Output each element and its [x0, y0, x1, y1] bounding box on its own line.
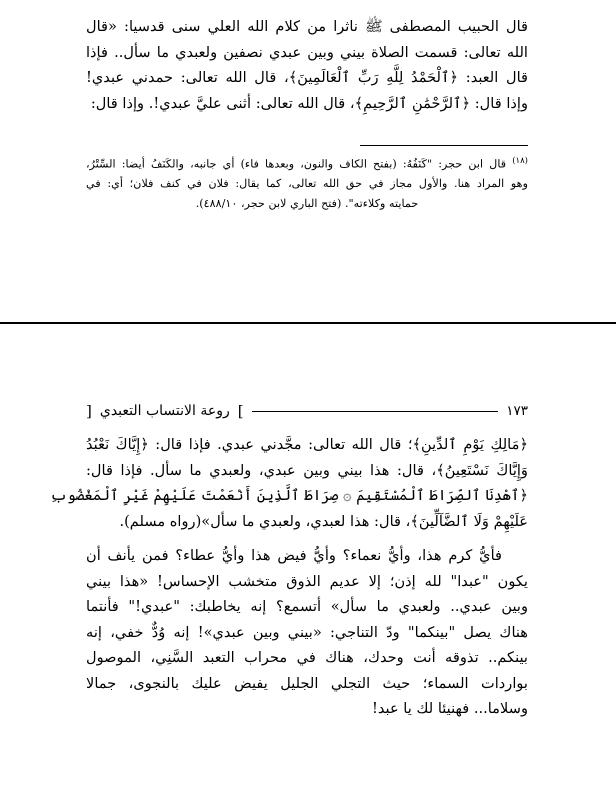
bracket-close: ]	[237, 402, 244, 420]
main-text-block	[50, 432, 528, 722]
footnote-line	[86, 152, 528, 174]
footnote-line-text: قال ابن حجر: "كَنَفُهُ: (بفتح الكاف والنون، وبعدها فاء) أي جانبه، والكَنَفُ أيضا: السِّتْرُ،	[86, 157, 507, 171]
body-line: ﴿ٱهْدِنَا ٱلصِّرَاطَ ٱلْمُسْتَقِيمَ ۞ صِرَاطَ ٱلَّذِينَ أَنْعَمْتَ عَلَيْهِمْ غَيْرِ ٱلْمَغْضُوبِ	[50, 487, 528, 504]
body-line: قال الحبيب المصطفى ﷺ ناثرا من كلام الله العلي سنى قدسيا: «قال	[86, 18, 528, 35]
body-line: الله تعالى: قسمت الصلاة بيني وبين عبدي نصفين ولعبدي ما سأل.. فإذا	[86, 43, 528, 61]
header-rule	[252, 411, 499, 412]
paragraph-hadith-qudsi	[50, 432, 528, 534]
page-separator	[0, 322, 616, 324]
body-line: بواردات السماء؛ حيث التجلي الجليل يفيض عليك بالنجوى، جمالا	[86, 674, 528, 692]
running-head	[86, 402, 528, 420]
running-title: روعة الانتساب التعبدي	[99, 403, 230, 419]
page-number: ١٧٣	[506, 403, 528, 419]
body-line: قال العبد: ﴿ٱلْحَمْدُ لِلَّهِ رَبِّ ٱلْعَالَمِينَ﴾، قال الله تعالى: حمدني عبدي!	[86, 69, 528, 86]
bracket-open: [	[86, 402, 92, 420]
previous-page-text-block	[0, 0, 616, 116]
footnote-divider	[360, 145, 528, 146]
body-line: وبين عبدي.. ولعبدي ما سأل» أتسمع؟ إنه يخاطبك: "عبدي!" فأنتما	[86, 598, 528, 615]
body-line: يكون "عبدا" لله إذن؛ إلا عديم الذوق متخشب الإحساس! «هذا بيني	[86, 572, 528, 590]
body-line: هناك يصل "بينكما" ودّ التناجي: «بيني وبين عبدي»! إنه وُدٌّ خفي، إنه	[86, 623, 528, 641]
body-line: بينكم.. تذوقه أنت وحدك، هناك في محراب التعبد السَّنِي، الموصول	[86, 649, 528, 666]
paragraph-commentary	[86, 543, 528, 722]
footnote-line: وهو المراد هنا. والأول مجاز في حق الله تعالى، كما يقال: فلان في كنف فلان؛ أي: في	[86, 177, 528, 191]
footnote-block	[86, 145, 528, 213]
footnote-marker: (١٨)	[512, 156, 528, 166]
body-line: وسلاما... فهنيئا لك يا عبد!	[372, 700, 528, 717]
body-line: فأيُّ كرم هذا، وأيُّ نعماء؟ وأيُّ فيض هذا وأيُّ عطاء؟ فمن يأنف أن	[86, 547, 502, 564]
body-line: وَإِيَّاكَ نَسْتَعِينُ﴾، قال: هذا بيني وبين عبدي، ولعبدي ما سأل. فإذا قال:	[86, 461, 528, 479]
body-line: عَلَيْهِمْ وَلَا ٱلضَّآلِّينَ﴾، قال: هذا لعبدي، ولعبدي ما سأل»(رواه مسلم).	[119, 512, 528, 530]
body-line: وإذا قال: ﴿ٱلرَّحْمَٰنِ ٱلرَّحِيمِ﴾، قال الله تعالى: أثنى عليَّ عبدي!. وإذا قال:	[90, 94, 528, 112]
footnote-line: حمايته وكلاءته". (فتح الباري لابن حجر، ٤٨٨/١٠).	[195, 196, 419, 210]
body-line: ﴿مَالِكِ يَوْمِ ٱلدِّينِ﴾؛ قال الله تعالى: مجَّدني عبدي. فإذا قال: ﴿إِيَّاكَ نَعْبُدُ	[86, 436, 528, 453]
